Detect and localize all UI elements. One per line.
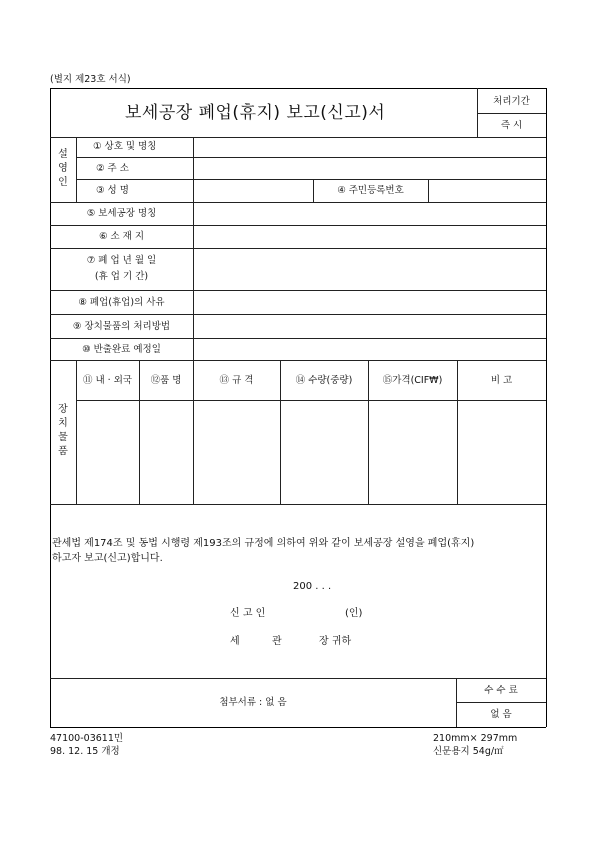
rrn-field[interactable] <box>429 180 545 202</box>
closure-period-label: (휴 업 기 간) <box>94 271 149 282</box>
goods-header-spec: ⑬ 규 격 <box>219 375 254 386</box>
fee-value: 없 음 <box>490 709 512 720</box>
goods-section-label: 장 치 물 품 <box>58 404 68 457</box>
location-label: ⑥ 소 재 지 <box>98 231 145 242</box>
rrn-label: ④ 주민등록번호 <box>337 185 404 196</box>
form-number: 47100-03611민 <box>50 733 124 744</box>
paper-size: 210mm× 297mm <box>433 733 518 744</box>
factory-name-field[interactable] <box>194 203 545 225</box>
return-date-label: ⑩ 반출완료 예정일 <box>82 344 161 355</box>
goods-header-origin: ⑪ 내 · 외국 <box>82 375 133 386</box>
form-caption: (별지 제23호 서식) <box>50 74 131 85</box>
disposal-method-label: ⑨ 장치물품의 처리방법 <box>72 321 171 332</box>
paper-type: 신문용지 54g/㎡ <box>433 746 504 757</box>
addressee-part-1: 세 <box>230 636 240 647</box>
revision-date: 98. 12. 15 개정 <box>50 746 120 757</box>
closure-reason-label: ⑧ 폐업(휴업)의 사유 <box>78 297 165 308</box>
goods-header-price: ⑮가격(CIF₩) <box>382 375 443 386</box>
factory-name-label: ⑤ 보세공장 명칭 <box>86 208 157 219</box>
report-date: 200 . . . <box>293 581 332 592</box>
goods-spec-cell[interactable] <box>194 401 280 504</box>
statement-line-1: 관세법 제174조 및 동법 시행령 제193조의 규정에 의하여 위와 같이 보세공장 설영을 폐업(휴지) <box>52 538 475 549</box>
addressee-part-2: 관 <box>272 636 282 647</box>
location-field[interactable] <box>194 226 545 248</box>
address-field[interactable] <box>194 158 545 179</box>
reporter-seal: (인) <box>345 608 363 619</box>
goods-origin-cell[interactable] <box>77 401 139 504</box>
address-label: ② 주 소 <box>96 163 129 174</box>
closure-reason-field[interactable] <box>194 291 545 314</box>
closure-date-label: ⑦ 폐 업 년 월 일 <box>86 255 157 266</box>
goods-item-cell[interactable] <box>140 401 193 504</box>
addressee-part-3: 장 귀하 <box>319 636 352 647</box>
goods-remarks-cell[interactable] <box>458 401 545 504</box>
disposal-method-field[interactable] <box>194 315 545 338</box>
goods-header-remarks: 비 고 <box>490 375 513 386</box>
attachments-label: 첨부서류 : 없 음 <box>219 697 287 708</box>
business-name-label: ① 상호 및 명칭 <box>93 141 157 152</box>
closure-date-field[interactable] <box>194 249 545 290</box>
processing-period-label: 처리기간 <box>493 96 530 107</box>
reporter-label: 신 고 인 <box>230 608 266 619</box>
goods-quantity-cell[interactable] <box>281 401 368 504</box>
business-name-field[interactable] <box>194 138 545 157</box>
goods-header-quantity: ⑭ 수량(중량) <box>295 375 353 386</box>
processing-period-value: 즉 시 <box>500 120 523 131</box>
goods-header-item: ⑫품 명 <box>150 375 182 386</box>
applicant-section-label: 설 영 인 <box>58 149 68 188</box>
goods-price-cell[interactable] <box>369 401 457 504</box>
page-title: 보세공장 폐업(휴지) 보고(신고)서 <box>125 103 386 123</box>
person-name-field[interactable] <box>194 180 313 202</box>
fee-label: 수 수 료 <box>484 685 518 696</box>
statement-line-2: 하고자 보고(신고)합니다. <box>52 553 163 564</box>
return-date-field[interactable] <box>194 339 545 360</box>
person-name-label: ③ 성 명 <box>96 185 129 196</box>
